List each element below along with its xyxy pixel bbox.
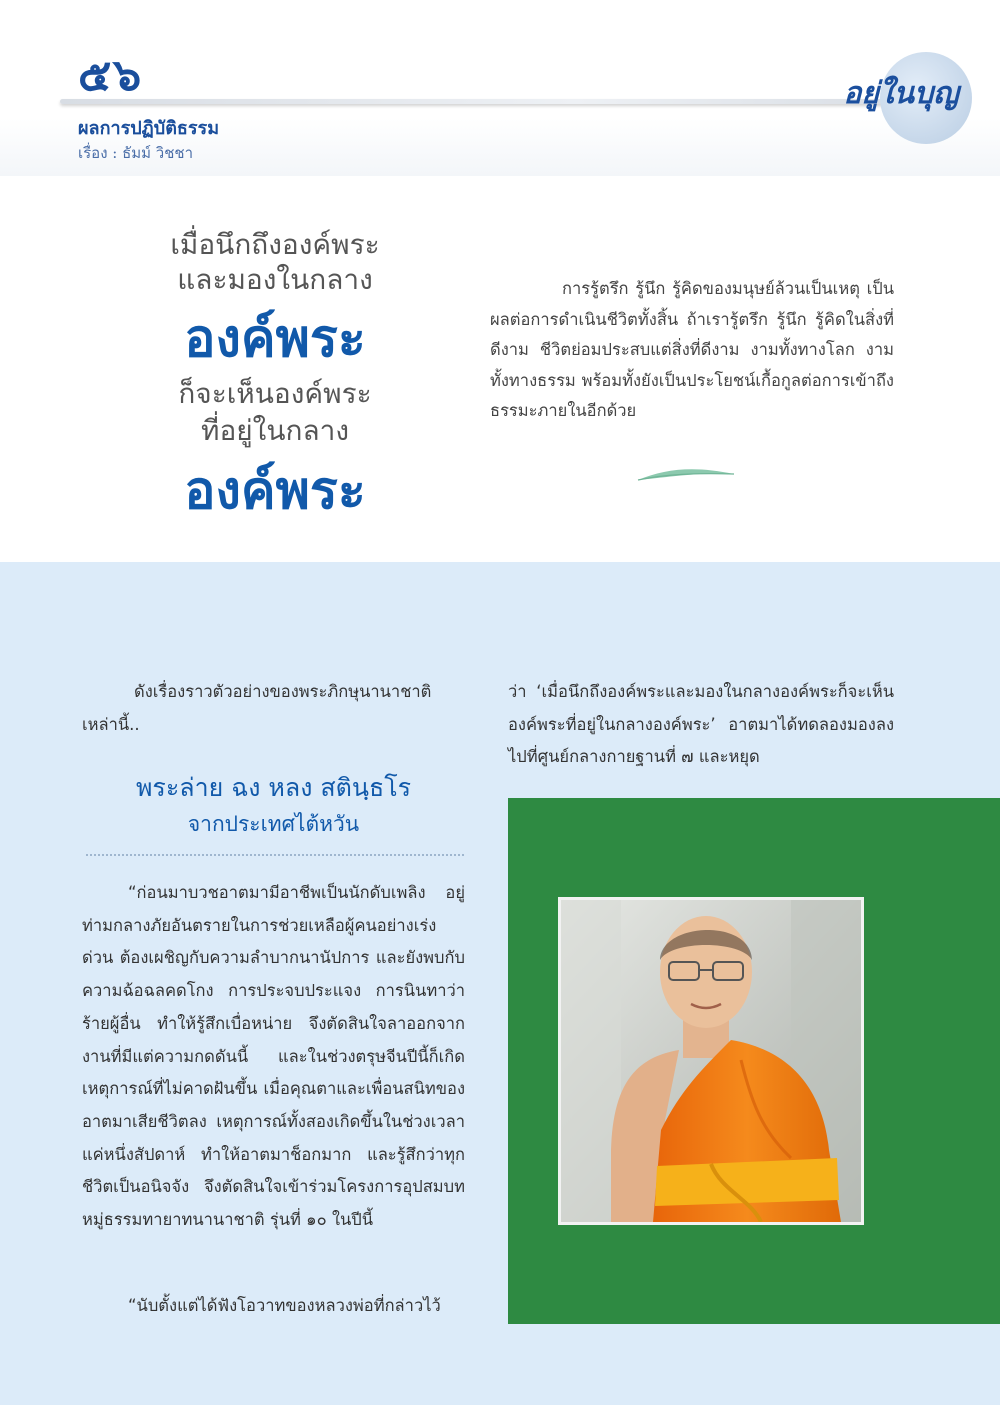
page-header: [0, 0, 1000, 172]
leaf-ornament-icon: [636, 464, 736, 488]
intro-paragraph: การรู้ตรึก รู้นึก รู้คิดของมนุษย์ล้วนเป็นเหตุ เป็นผลต่อการดำเนินชีวิตทั้งสิ้น ถ้าเรารู้ตรึก รู้นึก รู้คิดในสิ่งที่ดีงาม ชีวิตย่อมประสบแต่สิ่งที่ดีงาม งามทั้งทางโลก งามทั้งทางธรรม พร้อมทั้งยังเป็นประโยชน์เกื้อกูลต่อการเข้าถึงธรรมะภายในอีกด้วย: [490, 279, 894, 420]
headline-emphasis-2: องค์พระ: [184, 461, 366, 521]
monk-name: พระล่าย ฉง หลง สตินฺธโร: [135, 773, 412, 802]
story-paragraph-continued: “นับตั้งแต่ได้ฟังโอวาทของหลวงพ่อที่กล่าวไว้: [128, 1296, 441, 1315]
dotted-divider: [86, 854, 464, 856]
headline-line-1: เมื่อนึกถึงองค์พระ: [170, 228, 380, 261]
headline-line-3: ก็จะเห็นองค์พระ: [178, 377, 372, 410]
story-intro: ดังเรื่องราวตัวอย่างของพระภิกษุนานาชาติเหล่านี้..: [82, 682, 432, 734]
column-title: ผลการปฏิบัติธรรม: [78, 118, 220, 139]
section-logo: อยู่ในบุญ: [843, 76, 959, 111]
story-paragraph: “ก่อนมาบวชอาตมามีอาชีพเป็นนักดับเพลิง อยู่ท่ามกลางภัยอันตรายในการช่วยเหลือผู้คนอย่างเร่งด่วน ต้องเผชิญกับความลำบากนานัปการ และยังพบกับความฉ้อฉลคดโกง การประจบประแจง การนินทาว่าร้ายผู้อื่น ทำให้รู้สึกเบื่อหน่าย จึงตัดสินใจลาออกจากงานที่มีแต่ความกดดันนี้ และในช่วงตรุษจีนปีนี้ก็เกิดเหตุการณ์ที่ไม่คาดฝันขึ้น เมื่อคุณตาและเพื่อนสนิทของอาตมาเสียชีวิตลง เหตุการณ์ทั้งสองเกิดขึ้นในช่วงเวลาแค่หนึ่งสัปดาห์ ทำให้อาตมาช็อกมาก และรู้สึกว่าทุกชีวิตเป็นอนิจจัง จึงตัดสินใจเข้าร่วมโครงการอุปสมบทหมู่ธรรมทายาทนานาชาติ รุ่นที่ ๑๐ ในปีนี้: [82, 883, 465, 1230]
headline-line-2: และมองในกลาง: [177, 263, 373, 296]
story-right-column: ว่า ‘เมื่อนึกถึงองค์พระและมองในกลางองค์พระก็จะเห็นองค์พระที่อยู่ในกลางองค์พระ’ อาตมาได้ทดลองมองลงไปที่ศูนย์กลางกายฐานที่ ๗ และหยุด: [508, 682, 894, 767]
byline: เรื่อง : ธัมม์ วิชชา: [78, 144, 194, 162]
headline-line-4: ที่อยู่ในกลาง: [201, 414, 349, 447]
monk-country: จากประเทศไต้หวัน: [187, 812, 360, 836]
monk-photo: [558, 897, 864, 1225]
page-number: ๕๖: [78, 50, 144, 101]
headline-emphasis-1: องค์พระ: [184, 309, 366, 369]
